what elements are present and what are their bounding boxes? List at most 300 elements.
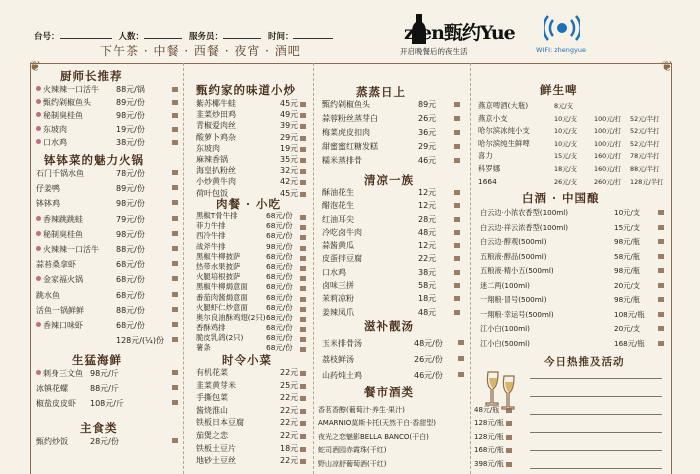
tick-box[interactable] — [172, 185, 178, 190]
tick-box[interactable] — [658, 326, 664, 331]
menu-item — [36, 257, 176, 272]
tick-box[interactable] — [300, 327, 306, 332]
tick-box[interactable] — [300, 297, 306, 302]
menu-item — [36, 136, 176, 149]
tick-box[interactable] — [172, 231, 178, 236]
tick-box[interactable] — [300, 307, 306, 312]
hot-pick-line[interactable] — [530, 468, 662, 469]
list-marker — [322, 100, 330, 101]
menu-item-label: 刺身三文鱼 — [43, 369, 83, 378]
menu-item-price: 26元/份 — [414, 355, 443, 364]
menu-item-price: 168元/瓶 — [614, 338, 645, 348]
menu-item-label: 手撕包菜 — [196, 393, 228, 403]
beer-price: 160元/打 — [594, 152, 622, 161]
menu-item-name — [36, 136, 67, 149]
menu-item-price: 22元 — [280, 393, 299, 403]
menu-list-daily — [322, 98, 464, 168]
menu-item-price: 98元/瓶 — [614, 295, 640, 304]
menu-item — [196, 221, 306, 231]
section-title-market: 餐市酒类 — [364, 385, 414, 399]
menu-item — [36, 272, 176, 287]
tick-box[interactable] — [172, 276, 178, 281]
menu-item — [36, 123, 176, 136]
menu-item-price: 78元/份 — [116, 169, 145, 178]
tick-box[interactable] — [454, 203, 460, 208]
menu-item-label: 东坡肉 — [196, 143, 220, 153]
guests-label: 人数： — [118, 32, 144, 42]
beer-price: 10元/支 — [554, 139, 578, 148]
menu-item-name — [322, 292, 354, 305]
menu-item-price: 12元 — [418, 201, 437, 211]
menu-item-price: 20元/支 — [614, 280, 640, 290]
menu-item-price: 98元/瓶 — [614, 266, 640, 275]
tick-box[interactable] — [300, 225, 306, 230]
guests-field[interactable] — [144, 31, 182, 39]
beer-price: 78元/半打 — [630, 152, 660, 161]
menu-item-price: 98元/份 — [116, 229, 145, 239]
tick-box[interactable] — [506, 448, 512, 453]
section-title-beer: 鲜生啤 — [540, 83, 578, 97]
menu-item-name — [322, 266, 346, 279]
menu-item-name — [480, 279, 530, 294]
menu-item-label: 梅菜虎皮扣肉 — [322, 128, 370, 137]
menu-item-label: 酸萝卜鸡杂 — [196, 132, 236, 142]
tick-box[interactable] — [658, 210, 664, 215]
menu-item — [36, 242, 176, 257]
menu-item-label: 野山凉舒葡萄酒(干红) — [318, 459, 387, 468]
menu-item-label: 铁板土豆片 — [196, 443, 236, 453]
tick-box[interactable] — [506, 435, 512, 440]
menu-item-name — [36, 196, 60, 211]
tick-box[interactable] — [300, 124, 306, 129]
tick-box[interactable] — [300, 192, 306, 197]
menu-item-label: 椒盐皮皮虾 — [36, 399, 76, 408]
menu-item-price: 98元/瓶 — [614, 237, 640, 246]
menu-item-price: 108元/瓶 — [614, 309, 645, 319]
tick-box[interactable] — [300, 180, 306, 185]
tick-box[interactable] — [300, 169, 306, 174]
menu-item-label: 青椒爱肉丝 — [196, 121, 236, 131]
menu-item-name — [480, 206, 568, 221]
menu-item-name — [480, 337, 530, 352]
menu-item-name — [196, 323, 226, 333]
menu-item-name — [36, 96, 91, 109]
tick-box[interactable] — [454, 102, 460, 107]
menu-item-name — [36, 83, 99, 96]
menu-item — [196, 282, 306, 292]
beer-price: 52元/半打 — [630, 139, 660, 148]
time-field[interactable] — [293, 31, 333, 39]
tick-box[interactable] — [300, 215, 306, 220]
tick-box[interactable] — [454, 217, 460, 222]
menu-item — [36, 318, 176, 333]
bullet-icon — [36, 126, 41, 131]
menu-item — [196, 392, 306, 405]
menu-item — [196, 380, 306, 393]
tick-box[interactable] — [506, 421, 512, 426]
menu-item-price: 58元/瓶 — [614, 251, 640, 261]
menu-item-label: 醋泡花生 — [322, 201, 354, 211]
tick-box[interactable] — [300, 421, 306, 426]
menu-item-name — [36, 396, 76, 411]
menu-item-name — [36, 123, 67, 136]
tick-box[interactable] — [658, 225, 664, 230]
menu-item-label: 卤味三拼 — [322, 281, 354, 291]
tick-box[interactable] — [172, 370, 178, 375]
tick-box[interactable] — [658, 297, 664, 302]
tick-box[interactable] — [172, 87, 178, 92]
tick-box[interactable] — [454, 130, 460, 135]
menu-item-label: 黑椒T骨牛排 — [196, 211, 238, 220]
menu-item-price: 168元/瓶 — [474, 446, 504, 455]
tick-box[interactable] — [300, 434, 306, 439]
menu-item-price: 29元 — [280, 132, 299, 142]
tick-box[interactable] — [172, 261, 178, 266]
menu-item-name — [322, 336, 362, 352]
tick-box[interactable] — [172, 170, 178, 175]
tick-box[interactable] — [300, 113, 306, 118]
column-divider — [183, 63, 184, 474]
menu-item — [36, 288, 176, 303]
menu-item-label: 钵钵鸡 — [36, 199, 60, 209]
tick-box[interactable] — [300, 347, 306, 352]
menu-item — [480, 235, 666, 250]
tick-box[interactable] — [454, 283, 460, 288]
menu-item-label: 蛇司酒园赤霞珠(干红) — [318, 446, 387, 455]
menu-item-name — [36, 434, 68, 449]
menu-item-label: 酱烧淮山 — [196, 405, 228, 415]
hot-pick-line[interactable] — [530, 378, 662, 379]
beer-name: 1664 — [478, 176, 497, 186]
menu-item-label: 蒜蓉粉丝蒸芽白 — [322, 114, 378, 123]
tick-box[interactable] — [300, 396, 306, 401]
beer-price: 10元/支 — [554, 114, 578, 123]
menu-item-price: 68元/份 — [266, 282, 293, 292]
tick-box[interactable] — [172, 438, 178, 443]
menu-item — [322, 292, 464, 305]
tick-box[interactable] — [454, 296, 460, 301]
ornament-icon: ❦ — [661, 59, 673, 75]
menu-item-label: 玉米排骨汤 — [322, 339, 362, 348]
tick-box[interactable] — [172, 292, 178, 297]
menu-item — [196, 313, 306, 323]
beer-row — [478, 125, 668, 138]
tick-box[interactable] — [454, 190, 460, 195]
menu-item — [318, 431, 504, 444]
menu-item-name — [480, 322, 530, 337]
tick-box[interactable] — [172, 322, 178, 327]
menu-item-name — [318, 444, 386, 457]
beer-price: 260元/打 — [594, 177, 622, 186]
menu-item — [322, 252, 464, 265]
menu-item-name — [36, 318, 83, 333]
section-title-staple: 主食类 — [80, 421, 118, 435]
section-title-side: 时令小菜 — [222, 353, 272, 367]
tick-box[interactable] — [172, 113, 178, 118]
menu-item — [480, 221, 666, 236]
menu-item-price: 39元 — [280, 121, 299, 131]
tick-box[interactable] — [658, 268, 664, 273]
menu-item — [196, 165, 306, 176]
tick-box[interactable] — [454, 116, 460, 121]
tick-box[interactable] — [300, 337, 306, 342]
menu-item-price: 22元 — [280, 418, 299, 428]
menu-item-label: 番茄肉酱焗意面 — [196, 292, 248, 302]
tick-box[interactable] — [658, 283, 664, 288]
hot-pick-line[interactable] — [530, 396, 662, 397]
menu-item — [322, 199, 464, 212]
menu-item — [196, 367, 306, 380]
menu-item-name — [196, 211, 237, 221]
menu-item-name — [196, 262, 240, 272]
menu-item-name — [36, 366, 83, 381]
menu-item-label: 皮蛋拌豆腐 — [322, 254, 362, 264]
menu-item — [322, 279, 464, 292]
hot-pick-line[interactable] — [530, 450, 662, 451]
menu-item — [322, 213, 464, 226]
tick-box[interactable] — [454, 230, 460, 235]
menu-item-price: 28元 — [418, 214, 437, 224]
menu-item-name — [318, 431, 429, 444]
menu-item-price: 68元/份 — [266, 292, 293, 302]
column-divider — [313, 63, 314, 474]
menu-item — [36, 166, 176, 181]
bullet-icon — [36, 276, 41, 281]
tick-box[interactable] — [300, 459, 306, 464]
menu-item — [36, 381, 176, 396]
tick-box[interactable] — [300, 286, 306, 291]
menu-item-label: 冷吃卤牛肉 — [322, 227, 362, 237]
menu-item-name — [196, 154, 228, 165]
section-title-stir: 甄约家的味道小炒 — [196, 83, 296, 97]
menu-item-name — [196, 98, 236, 109]
menu-item-price: 68元/份 — [266, 333, 293, 343]
menu-item — [322, 266, 464, 279]
menu-item-label: 酥油花生 — [322, 188, 354, 197]
beer-price: 88元/半打 — [630, 164, 660, 173]
beer-row — [478, 163, 668, 176]
menu-item-label: 蒜苔桑拿虾 — [36, 260, 76, 270]
tick-box[interactable] — [300, 276, 306, 281]
menu-item — [36, 366, 176, 381]
tick-box[interactable] — [300, 256, 306, 261]
bullet-icon — [36, 246, 41, 251]
tick-box[interactable] — [458, 340, 464, 345]
tick-box[interactable] — [172, 246, 178, 251]
waiter-label: 服务员： — [188, 32, 223, 42]
menu-item-name — [318, 404, 405, 417]
menu-item — [196, 154, 306, 165]
menu-item — [36, 109, 176, 122]
menu-item-price: 26元 — [418, 114, 437, 123]
menu-item-label: 江小白(500ml) — [480, 338, 530, 348]
section-title-meat: 肉餐 · 小吃 — [216, 197, 282, 211]
menu-item — [322, 154, 464, 168]
beer-price: 52元/半打 — [630, 114, 660, 123]
bullet-icon — [36, 370, 41, 375]
tick-box[interactable] — [454, 243, 460, 248]
menu-item — [322, 140, 464, 154]
menu-item-label: 紫苏椰牛蛙 — [196, 99, 236, 108]
menu-item — [196, 405, 306, 418]
hot-pick-line[interactable] — [530, 432, 662, 433]
menu-item-name — [322, 239, 354, 252]
tick-box[interactable] — [458, 356, 464, 361]
tick-box[interactable] — [454, 144, 460, 149]
tick-box[interactable] — [458, 372, 464, 377]
menu-item — [196, 252, 306, 262]
beer-name: 喜力 — [478, 151, 493, 161]
tick-box[interactable] — [300, 147, 306, 152]
bullet-icon — [36, 322, 41, 327]
menu-item-label: 黑椒牛柳焗意面 — [196, 282, 248, 292]
menu-item — [322, 126, 464, 140]
tick-box[interactable] — [658, 254, 664, 259]
tick-box[interactable] — [454, 256, 460, 261]
menu-item-price: 22元 — [418, 254, 437, 264]
menu-item — [196, 455, 306, 468]
menu-item-label: 一翔粮·冒号(500ml) — [480, 295, 547, 304]
tick-box[interactable] — [658, 239, 664, 244]
section-title-soup: 滋补靓汤 — [364, 319, 414, 333]
menu-item-price: 398元/瓶 — [474, 459, 504, 468]
menu-item-label: AMARNIO莫斯卡托(天然干白·香甜型) — [318, 419, 436, 428]
menu-item-label: 红油耳尖 — [322, 214, 354, 224]
tick-box[interactable] — [300, 246, 306, 251]
menu-item-price: 98元/份 — [116, 111, 145, 121]
waiter-field[interactable] — [223, 31, 261, 39]
tick-box[interactable] — [300, 158, 306, 163]
bullet-icon — [36, 86, 41, 91]
menu-item-price: 68元/份 — [266, 221, 293, 231]
brand-name: zlen甄约Yue — [404, 22, 515, 44]
menu-item-label: 冰镇花螺 — [36, 384, 68, 393]
bullet-icon — [36, 112, 41, 117]
tick-box[interactable] — [172, 400, 178, 405]
tick-box[interactable] — [300, 447, 306, 452]
menu-item-name — [322, 186, 354, 199]
menu-item — [322, 112, 464, 126]
tick-box[interactable] — [300, 371, 306, 376]
menu-item-price: 88元/锅 — [116, 85, 145, 94]
tick-box[interactable] — [300, 102, 306, 107]
menu-item-name — [318, 417, 436, 430]
service-subtitle: 下午茶 · 中餐 · 西餐 · 夜宵 · 酒吧 — [100, 44, 301, 58]
beer-name: 燕京小支 — [478, 113, 508, 123]
menu-item-price: 68元/份 — [266, 272, 293, 282]
bullet-icon — [36, 231, 41, 236]
menu-item — [318, 444, 504, 457]
tick-box[interactable] — [172, 337, 178, 342]
menu-list-chef — [36, 83, 176, 149]
menu-item-label: 火腿虾仁炒意面 — [196, 302, 248, 312]
menu-item-name — [196, 282, 248, 292]
tick-box[interactable] — [300, 235, 306, 240]
menu-item-price: 38元 — [418, 267, 437, 277]
menu-item-price: 48元 — [418, 227, 437, 237]
beer-name: 哈尔滨冰纯小支 — [478, 126, 530, 136]
tick-box[interactable] — [454, 310, 460, 315]
menu-item-price: 98元/斤 — [90, 369, 119, 378]
menu-item — [196, 98, 306, 109]
tick-box[interactable] — [658, 312, 664, 317]
menu-item-name — [36, 227, 83, 242]
menu-item-name — [322, 279, 354, 292]
beer-row — [478, 138, 668, 151]
menu-item-name — [196, 252, 240, 262]
tick-box[interactable] — [172, 307, 178, 312]
tick-box[interactable] — [300, 136, 306, 141]
menu-item-label: 金家福火锅 — [43, 275, 83, 285]
tick-box[interactable] — [658, 341, 664, 346]
tick-box[interactable] — [454, 270, 460, 275]
menu-item-price: 68元/份 — [266, 251, 293, 261]
menu-item-label: 甄约剁椒鱼头 — [43, 98, 91, 108]
menu-item-name — [480, 264, 554, 279]
menu-item-price: 18元 — [280, 443, 299, 453]
menu-item — [36, 333, 176, 348]
hot-pick-line[interactable] — [530, 414, 662, 415]
menu-item-label: 秘制臭桂鱼 — [43, 111, 83, 121]
menu-item — [322, 186, 464, 199]
menu-item-label: 薯条 — [196, 343, 211, 353]
beer-price: 10元/支 — [554, 127, 578, 136]
wifi-icon — [544, 10, 580, 42]
tick-box[interactable] — [172, 100, 178, 105]
menu-item-price: 88元/份 — [116, 305, 145, 315]
menu-item-label: 火辣辣一口活牛 — [43, 85, 99, 94]
menu-list-seafood — [36, 366, 176, 411]
menu-item — [318, 404, 500, 417]
tick-box[interactable] — [172, 140, 178, 145]
tick-box[interactable] — [300, 384, 306, 389]
menu-item — [480, 206, 666, 221]
menu-item-price: 25元 — [280, 380, 299, 390]
tick-box[interactable] — [172, 127, 178, 132]
beer-row — [478, 113, 668, 126]
menu-item-name — [322, 126, 370, 140]
tick-box[interactable] — [300, 409, 306, 414]
menu-item-name — [196, 231, 226, 241]
tick-box[interactable] — [300, 317, 306, 322]
menu-item-label: 秘制臭桂鱼 — [43, 229, 83, 239]
menu-list-stir — [196, 98, 306, 199]
menu-item — [480, 279, 666, 294]
menu-item-label: 海皇扒粉丝 — [196, 166, 236, 176]
menu-item-name — [196, 272, 240, 282]
table-no-field[interactable] — [60, 31, 112, 39]
menu-item-price: 45元 — [280, 99, 299, 108]
menu-item-price: 68元/份 — [266, 231, 293, 241]
tick-box[interactable] — [300, 266, 306, 271]
menu-item — [196, 303, 306, 313]
menu-item-label: 姜辣凤爪 — [322, 307, 354, 317]
bullet-icon — [36, 99, 41, 104]
menu-item-price: 46元/份 — [414, 371, 443, 380]
tick-box[interactable] — [506, 462, 512, 467]
menu-item-price: 98元/份 — [116, 199, 145, 209]
menu-item-label: 口水鸡 — [322, 267, 346, 277]
menu-list-liquor — [480, 206, 666, 351]
tick-box[interactable] — [172, 200, 178, 205]
tick-box[interactable] — [454, 158, 460, 163]
wine-glass-icon — [482, 368, 522, 414]
tick-box[interactable] — [172, 385, 178, 390]
menu-item — [196, 132, 306, 143]
menu-item-label: 跳水鱼 — [36, 290, 60, 300]
tick-box[interactable] — [172, 216, 178, 221]
menu-item-name — [480, 235, 547, 250]
